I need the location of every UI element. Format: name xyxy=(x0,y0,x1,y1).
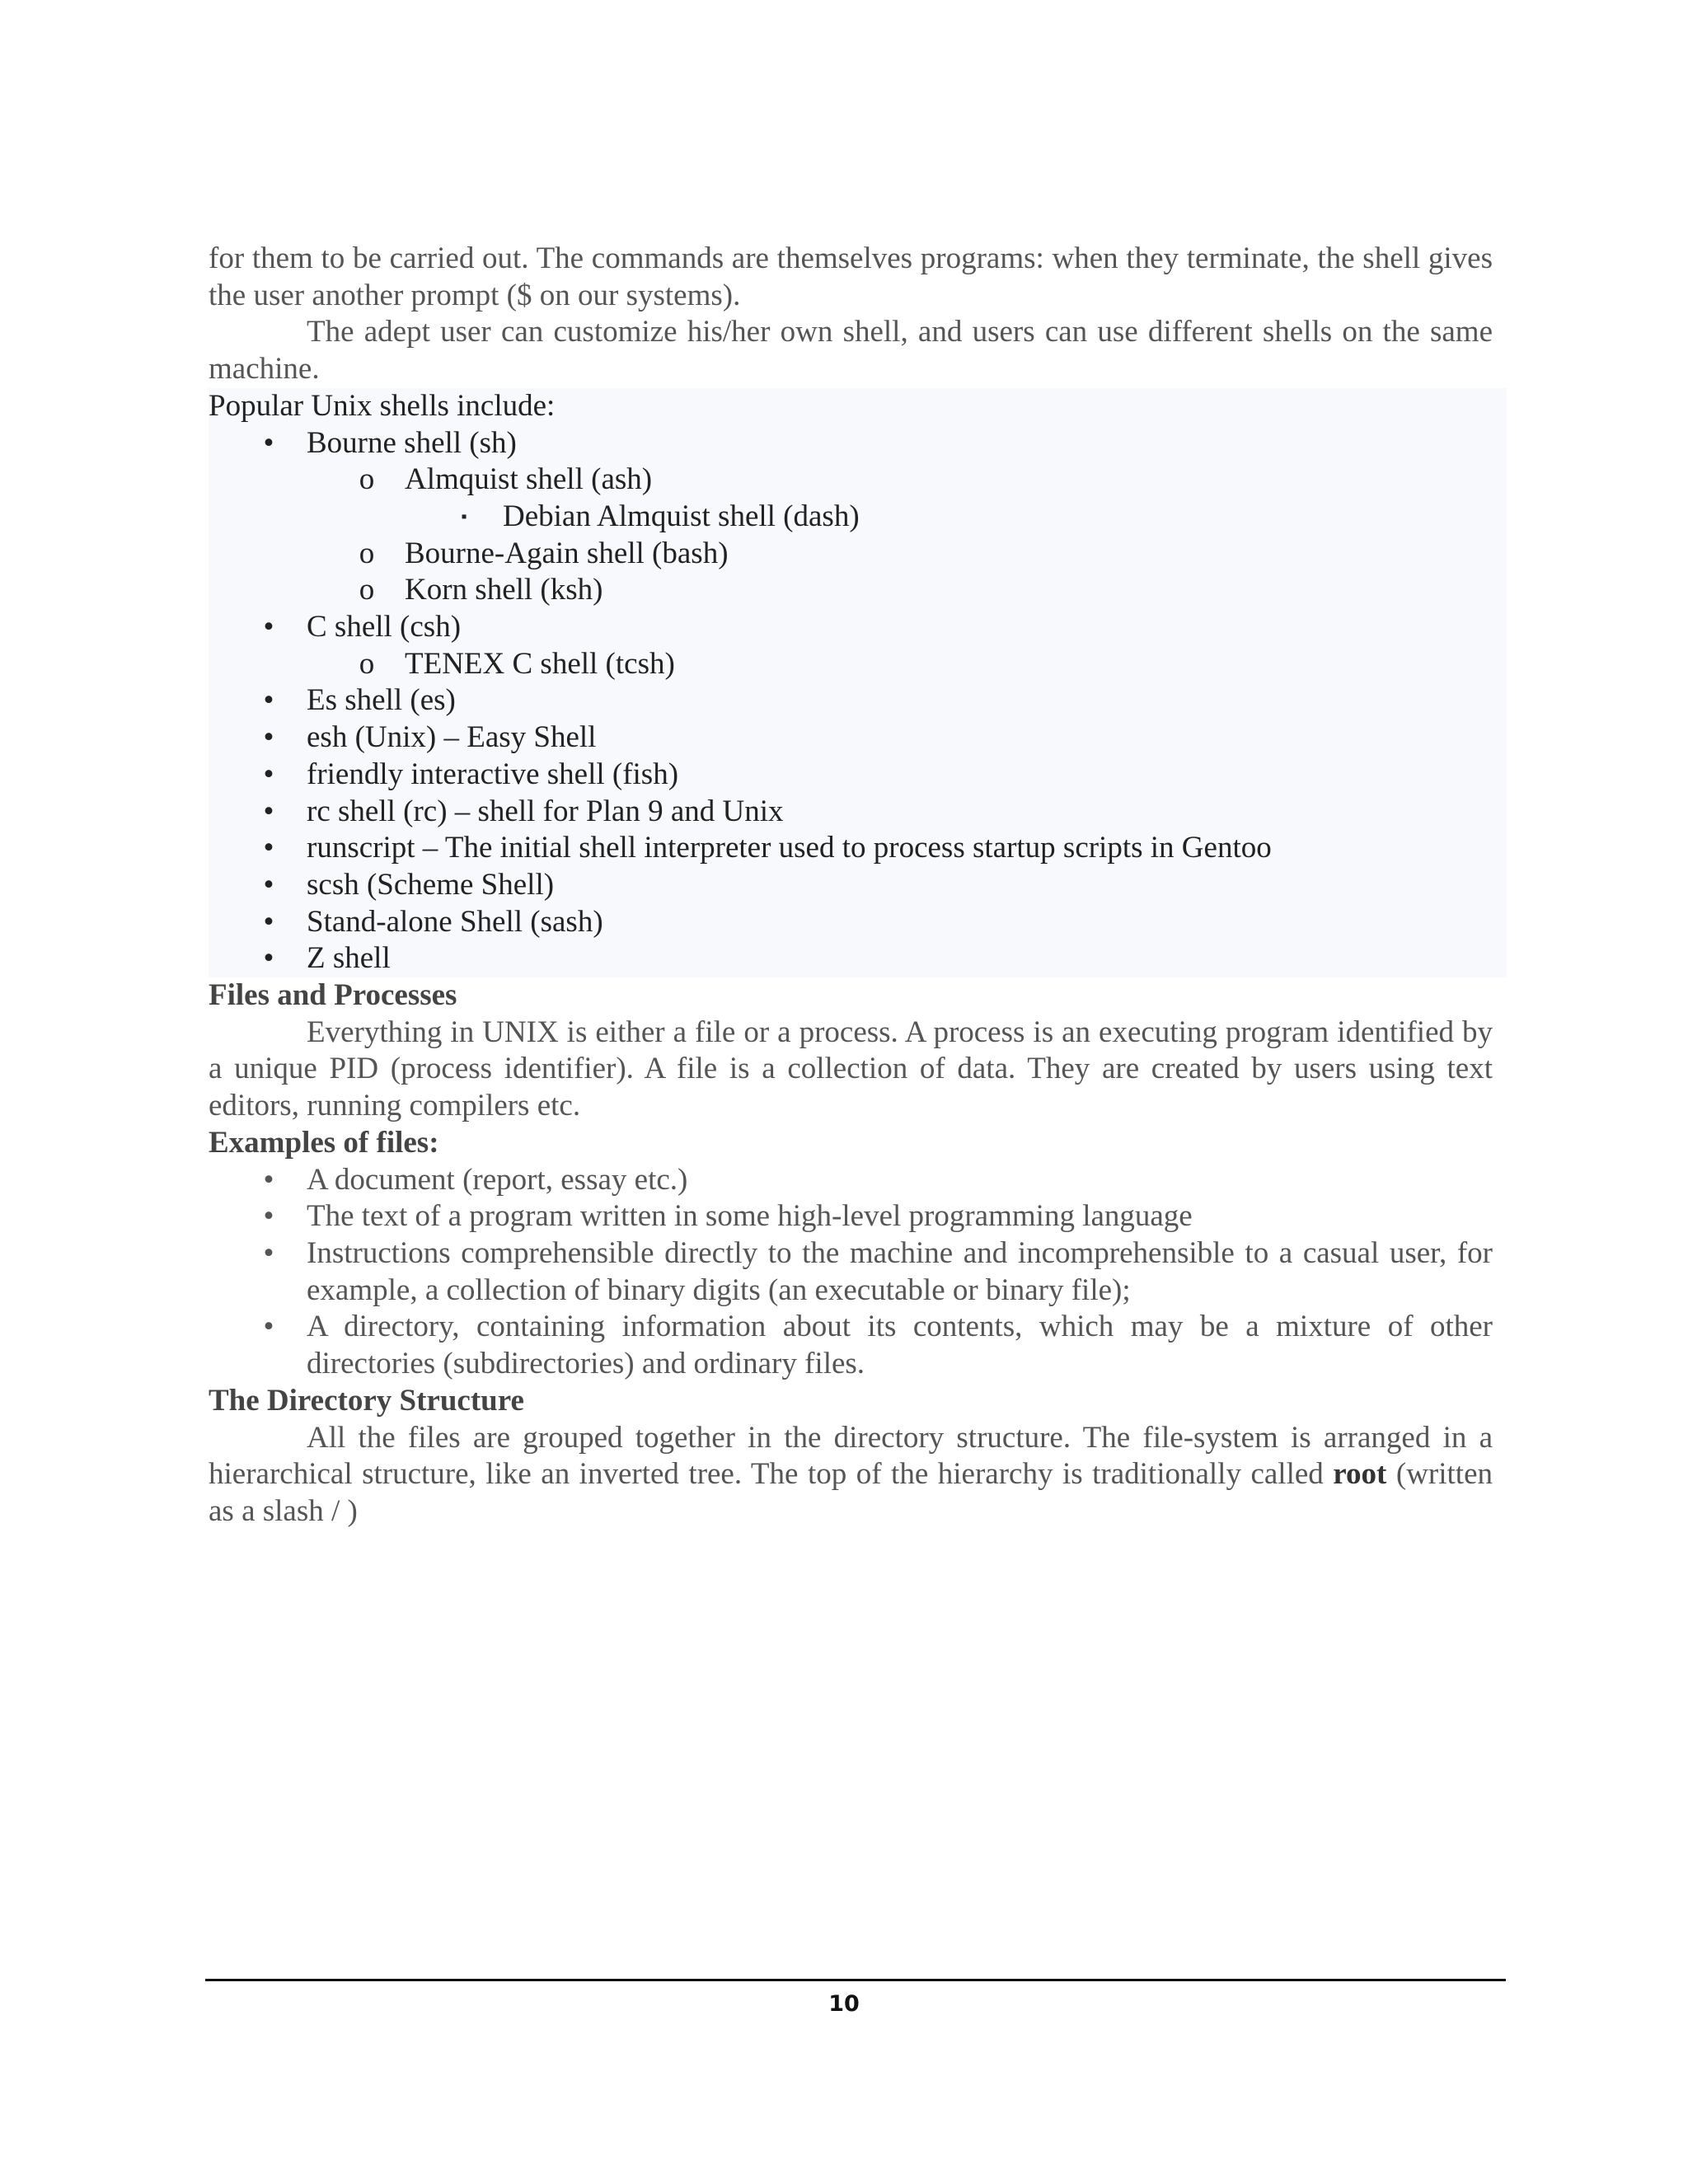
directory-paragraph xyxy=(209,1420,1493,1530)
shell-list-item-text: friendly interactive shell (fish) xyxy=(307,757,679,791)
section-heading-directory-structure: The Directory Structure xyxy=(209,1383,524,1418)
shell-list-item-text: runscript – The initial shell interpreter used to process startup scripts in Gentoo xyxy=(307,831,1272,865)
shell-list-item xyxy=(209,536,1507,573)
shell-list-item xyxy=(209,867,1507,904)
shell-list-item-text: Korn shell (ksh) xyxy=(405,573,603,607)
shell-list-item-text: TENEX C shell (tcsh) xyxy=(405,646,675,681)
shell-list-item xyxy=(209,682,1507,719)
intro-paragraph-2: The adept user can customize his/her own shell, and users can use different shells on the same machine. xyxy=(209,315,1493,387)
shell-list-item xyxy=(209,646,1507,683)
examples-list xyxy=(209,1162,1493,1383)
bullet-icon: • xyxy=(263,904,274,939)
bullet-icon: • xyxy=(263,683,274,718)
circle-bullet-icon: o xyxy=(359,536,375,570)
shell-list-item xyxy=(209,794,1507,831)
directory-text: All the files are grouped together in the directory structure. The file-system is arranged in a hierarchical structure, like an inverted tree. The top of the hierarchy is traditionally called xyxy=(209,1420,1493,1492)
example-list-item-text: The text of a program written in some high-level programming language xyxy=(307,1199,1193,1234)
bullet-icon: • xyxy=(263,720,274,755)
section-heading-files-processes: Files and Processes xyxy=(209,978,457,1013)
bullet-icon: • xyxy=(263,757,274,791)
example-list-item-text: A document (report, essay etc.) xyxy=(307,1162,688,1197)
circle-bullet-icon: o xyxy=(359,573,375,607)
shell-list-block xyxy=(209,388,1507,977)
shell-list-item xyxy=(209,940,1507,977)
shell-list-item xyxy=(209,830,1507,867)
shell-list-intro: Popular Unix shells include: xyxy=(209,388,556,423)
shell-list-item xyxy=(209,462,1507,499)
section-heading-examples: Examples of files: xyxy=(209,1125,439,1160)
circle-bullet-icon: o xyxy=(359,462,375,497)
shell-list-item-text: Bourne shell (sh) xyxy=(307,425,517,460)
example-list-item-text: A directory, containing information about its contents, which may be a mixture of other directories (subdirectories) and ordinary files. xyxy=(307,1310,1493,1381)
bullet-icon: • xyxy=(263,831,274,865)
shell-list-item-text: Bourne-Again shell (bash) xyxy=(405,536,729,570)
shell-list-item xyxy=(209,499,1507,536)
bullet-icon: • xyxy=(263,1235,274,1270)
shell-list-item-text: Es shell (es) xyxy=(307,683,456,718)
example-list-item xyxy=(209,1309,1493,1382)
bullet-icon: • xyxy=(263,1199,274,1234)
shell-list-item-text: Z shell xyxy=(307,941,391,976)
shell-list-item-text: rc shell (rc) – shell for Plan 9 and Unix xyxy=(307,794,784,828)
shell-list-item-text: C shell (csh) xyxy=(307,610,462,644)
circle-bullet-icon: o xyxy=(359,646,375,681)
intro-paragraph-1: for them to be carried out. The commands are themselves programs: when they terminate, the shell gives the user another prompt ($ on our systems). xyxy=(209,241,1493,312)
root-term: root xyxy=(1333,1457,1387,1492)
bullet-icon: • xyxy=(263,425,274,460)
bullet-icon: • xyxy=(263,941,274,976)
footer-rule xyxy=(205,1979,1506,1981)
example-list-item xyxy=(209,1162,1493,1199)
page-content xyxy=(209,241,1493,1530)
directory-text-end: (written as a slash / ) xyxy=(209,1457,1493,1528)
shell-list-item-text: Almquist shell (ash) xyxy=(405,462,653,497)
shell-list-item xyxy=(209,609,1507,646)
bullet-icon: • xyxy=(263,1310,274,1344)
shell-list xyxy=(209,425,1507,978)
example-list-item xyxy=(209,1235,1493,1309)
bullet-icon: • xyxy=(263,867,274,902)
page-number: 10 xyxy=(828,1991,860,2017)
shell-list-item xyxy=(209,425,1507,462)
files-processes-paragraph: Everything in UNIX is either a file or a process. A process is an executing program identified by a unique PID (process identifier). A file is a collection of data. They are created by users using text editors, running compilers etc. xyxy=(209,1015,1493,1123)
bullet-icon: • xyxy=(263,794,274,828)
shell-list-item xyxy=(209,757,1507,794)
bullet-icon: • xyxy=(263,1162,274,1197)
shell-list-item-text: Stand-alone Shell (sash) xyxy=(307,904,603,939)
example-list-item-text: Instructions comprehensible directly to the machine and incomprehensible to a casual user, for example, a collection of binary digits (an executable or binary file); xyxy=(307,1235,1493,1307)
shell-list-item xyxy=(209,904,1507,941)
shell-list-item-text: Debian Almquist shell (dash) xyxy=(503,499,860,533)
square-bullet-icon: ▪ xyxy=(461,507,467,526)
shell-list-item xyxy=(209,572,1507,609)
shell-list-item-text: esh (Unix) – Easy Shell xyxy=(307,720,597,755)
example-list-item xyxy=(209,1198,1493,1235)
bullet-icon: • xyxy=(263,610,274,644)
shell-list-item-text: scsh (Scheme Shell) xyxy=(307,867,555,902)
shell-list-item xyxy=(209,719,1507,757)
